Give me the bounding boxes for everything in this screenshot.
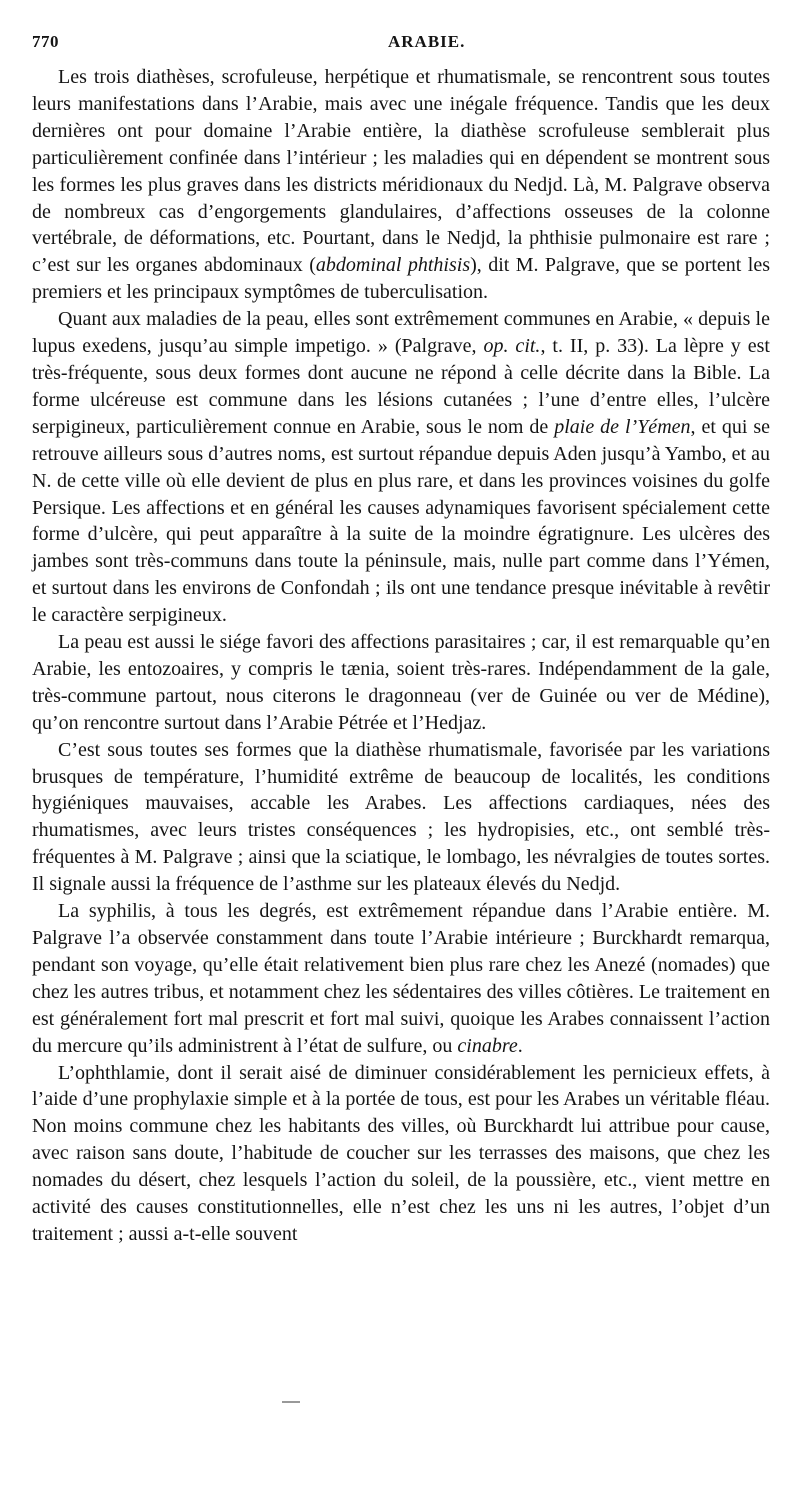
text-run: Les trois diathèses, scrofuleuse, herpétique et rhumatismale, se rencontrent sous toutes leurs manifestations dans l’Arabie, mais avec une inégale fréquence. Tandis que les deux dernières ont pour domaine l’Arabie entière, la diathèse scrofuleuse semblerait plus particulièrement confinée dans l’intérieur ; les maladies qui en dépendent se montrent sous les formes les plus graves dans les districts méridionaux du Nedjd. Là, M. Palgrave observa de nombreux cas d’engorgements glandulaires, d’affections osseuses de la colonne vertébrale, de déformations, etc. Pourtant, dans le Nedjd, la phthisie pulmonaire est rare ; c’est sur les organes abdominaux ( [32, 66, 770, 277]
text-run: . [517, 1034, 523, 1057]
page-number: 770 [32, 32, 59, 51]
text-run: ), dit M. Palgrave, que se portent les premiers et les principaux symptômes de tuberculisation. [32, 254, 770, 304]
paragraph-parasitic-affections [32, 629, 770, 737]
text-run: C’est sous toutes ses formes que la diathèse rhumatismale, favorisée par les variations brusques de température, l’humidité extrême de beaucoup de localités, les conditions hygiéniques mauvaises, accable les Arabes. Les affections cardiaques, nées des rhumatismes, avec leurs tristes conséquences ; les hydropisies, etc., ont semblé très-fréquentes à M. Palgrave ; ainsi que la sciatique, le lombago, les névralgies de toutes sortes. Il signale aussi la fréquence de l’asthme sur les plateaux élevés du Nedjd. [32, 738, 770, 896]
italic-text: cinabre [457, 1034, 518, 1057]
text-run: L’ophthlamie, dont il serait aisé de diminuer considérablement les pernicieux effets, à l’aide d’une prophylaxie simple et à la portée de tous, est pour les Arabes un véritable fléau. Non moins commune chez les habitants des villes, où Burckhardt lui attribue pour cause, avec raison sans doute, l’habitude de coucher sur les terrasses des maisons, que chez les nomades du désert, chez lesquels l’action du soleil, de la poussière, etc., vient mettre en activité des causes constitutionnelles, elle n’est chez les uns ni les autres, l’objet d’un traitement ; aussi a-t-elle souvent [32, 1061, 770, 1245]
italic-text: plaie de l’Yémen [554, 415, 691, 438]
text-run: , et qui se retrouve ailleurs sous d’autres noms, est surtout répandue depuis Aden jusqu’à Yambo, et au N. de cette ville où elle devient de plus en plus rare, et dans les provinces voisines du golfe Persique. Les affections et en général les causes adynamiques favorisent spécialement cette forme d’ulcère, qui peut apparaître à la suite de la moindre égratignure. Les ulcères des jambes sont très-communs dans toute la péninsule, mais, nulle part comme dans l’Yémen, et surtout dans les environs de Confondah ; ils ont une tendance presque inévitable à revêtir le caractère serpigineux. [32, 415, 770, 627]
paragraph-skin-diseases [32, 306, 770, 629]
paragraph-ophthalmia [32, 1060, 770, 1248]
running-title: ARABIE. [388, 32, 466, 51]
paragraph-rheumatism [32, 737, 770, 898]
text-run: , t. II, p. 33). La lèpre y est très-fréquente, sous deux formes dont aucune ne répond à celle décrite dans la Bible. La forme ulcéreuse est commune dans les lésions cutanées ; l’une d’entre elles, l’ulcère serpigineux, particulièrement connue en Arabie, sous le nom de [32, 335, 770, 438]
paragraph-diatheses [32, 64, 770, 306]
text-run: La peau est aussi le siége favori des affections parasitaires ; car, il est remarquable qu’en Arabie, les entozoaires, y compris le tænia, soient très-rares. Indépendamment de la gale, très-commune partout, nous citerons le dragonneau (ver de Guinée ou ver de Médine), qu’on rencontre surtout dans l’Arabie Pétrée et l’Hedjaz. [32, 631, 770, 734]
text-run: La syphilis, à tous les degrés, est extrêmement répandue dans l’Arabie entière. M. Palgrave l’a observée constamment dans toute l’Arabie intérieure ; Burckhardt remarqua, pendant son voyage, qu’elle était relativement bien plus rare chez les Anezé (nomades) que chez les autres tribus, et notamment chez les sédentaires des villes côtières. Le traitement en est généralement fort mal prescrit et fort mal suivi, quoique les Arabes connaissent l’action du mercure qu’ils administrent à l’état de sulfure, ou [32, 900, 770, 1057]
italic-text: op. cit. [483, 335, 541, 358]
paragraph-syphilis [32, 898, 770, 1059]
italic-text: abdominal phthisis [315, 254, 471, 277]
body-text [32, 64, 770, 1248]
footer-mark [282, 1401, 300, 1403]
running-header [32, 32, 768, 56]
text-run: Quant aux maladies de la peau, elles sont extrêmement communes en Arabie, « depuis le lupus exedens, jusqu’au simple impetigo. » (Palgrave, [32, 308, 770, 358]
